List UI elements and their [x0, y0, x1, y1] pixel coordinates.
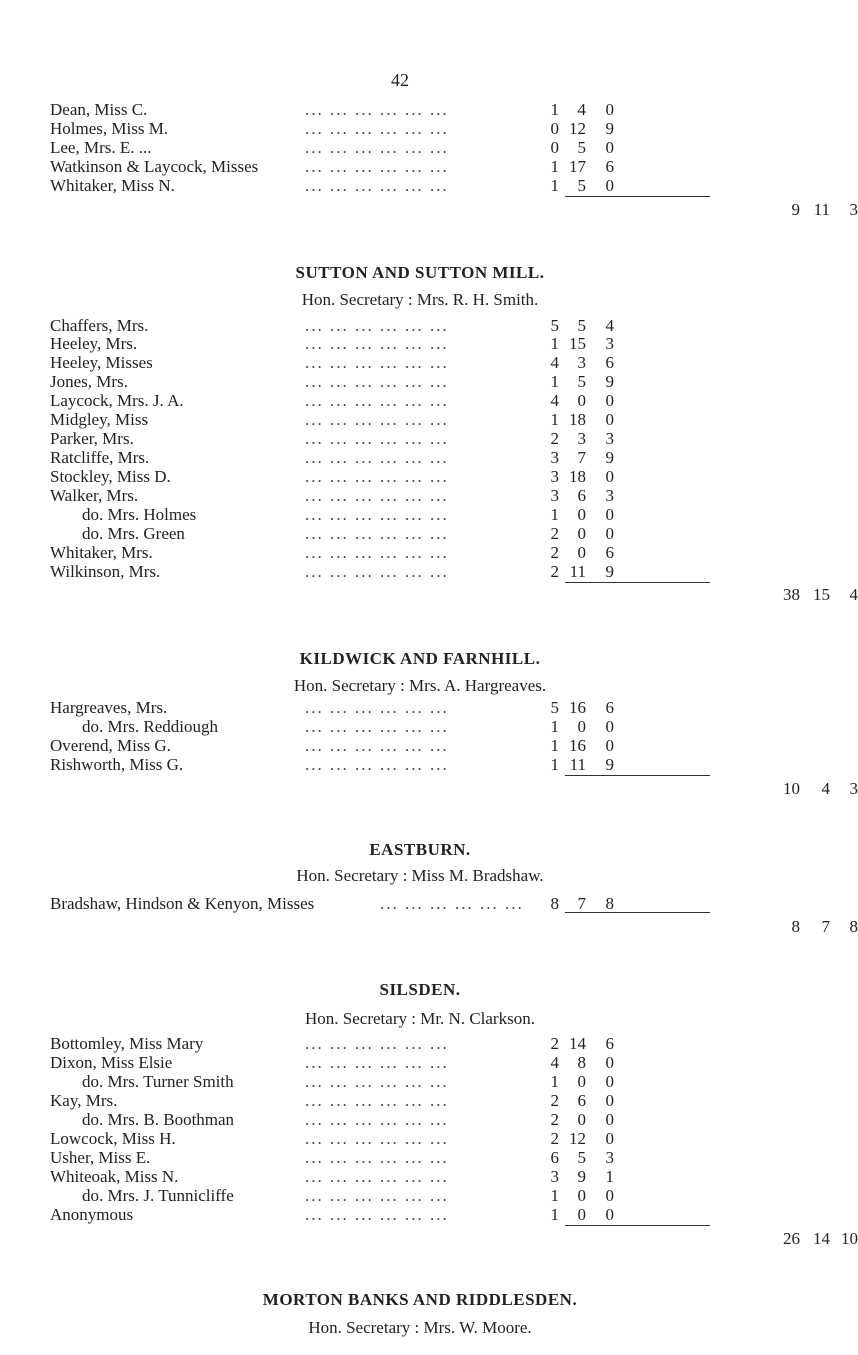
amount-pence: 0 — [605, 524, 614, 543]
amount-pence: 0 — [605, 1053, 614, 1072]
amount-pounds: 0 — [550, 119, 559, 138]
section-total-pence: 8 — [849, 917, 858, 936]
amount-pence: 0 — [605, 1129, 614, 1148]
amount-pence: 6 — [605, 543, 614, 562]
leader-dots: ... ... ... ... ... ... — [305, 717, 449, 736]
section-total-pounds: 26 — [783, 1229, 800, 1248]
subscriber-row — [50, 755, 770, 777]
subscriber-name: Heeley, Mrs. — [50, 334, 138, 353]
leader-dots: ... ... ... ... ... ... — [305, 1072, 449, 1091]
amount-pence: 3 — [605, 486, 614, 505]
amount-shillings: 5 — [577, 372, 586, 391]
section-heading: KILDWICK AND FARNHILL. — [299, 649, 541, 668]
amount-pounds: 2 — [550, 1110, 559, 1129]
total-rule — [565, 582, 710, 583]
amount-pounds: 2 — [550, 524, 559, 543]
amount-shillings: 0 — [577, 1186, 586, 1205]
subscriber-name: Usher, Miss E. — [50, 1148, 151, 1167]
subscriber-row — [50, 176, 770, 198]
amount-pence: 0 — [605, 736, 614, 755]
amount-shillings: 17 — [569, 157, 586, 176]
amount-pounds: 4 — [550, 1053, 559, 1072]
amount-shillings: 11 — [569, 562, 586, 581]
leader-dots: ... ... ... ... ... ... — [305, 391, 449, 410]
total-rule — [565, 912, 710, 913]
hon-secretary: Hon. Secretary : Mr. N. Clarkson. — [305, 1009, 535, 1028]
subscriber-name: Rishworth, Miss G. — [50, 755, 184, 774]
leader-dots: ... ... ... ... ... ... — [305, 755, 449, 774]
amount-shillings: 0 — [577, 1110, 586, 1129]
leader-dots: ... ... ... ... ... ... — [305, 505, 449, 524]
amount-shillings: 7 — [577, 894, 586, 913]
leader-dots: ... ... ... ... ... ... — [305, 334, 449, 353]
amount-pence: 9 — [605, 562, 614, 581]
amount-pounds: 3 — [550, 1167, 559, 1186]
leader-dots: ... ... ... ... ... ... — [305, 698, 449, 717]
subscriber-name: Laycock, Mrs. J. A. — [50, 391, 184, 410]
leader-dots: ... ... ... ... ... ... — [305, 736, 449, 755]
amount-shillings: 3 — [577, 353, 586, 372]
subscriber-name: do. Mrs. Turner Smith — [82, 1072, 234, 1091]
page-number: 42 — [391, 70, 409, 90]
section-heading: SUTTON AND SUTTON MILL. — [295, 263, 545, 282]
amount-shillings: 0 — [577, 391, 586, 410]
amount-shillings: 14 — [569, 1034, 586, 1053]
amount-pounds: 1 — [550, 157, 559, 176]
subscriber-name: do. Mrs. Green — [82, 524, 185, 543]
subscriber-name: do. Mrs. J. Tunnicliffe — [82, 1186, 234, 1205]
subscriber-name: Stockley, Miss D. — [50, 467, 171, 486]
amount-pounds: 1 — [550, 505, 559, 524]
section-total-pence: 4 — [849, 585, 858, 604]
amount-shillings: 4 — [577, 100, 586, 119]
leader-dots: ... ... ... ... ... ... — [305, 1110, 449, 1129]
section-total-pounds: 10 — [783, 779, 800, 798]
leader-dots: ... ... ... ... ... ... — [305, 1034, 449, 1053]
total-rule — [565, 775, 710, 776]
subscriber-name: Dean, Miss C. — [50, 100, 148, 119]
amount-shillings: 11 — [569, 755, 586, 774]
leader-dots: ... ... ... ... ... ... — [305, 410, 449, 429]
amount-pence: 9 — [605, 448, 614, 467]
subscriber-name: do. Mrs. Holmes — [82, 505, 197, 524]
leader-dots: ... ... ... ... ... ... — [305, 429, 449, 448]
subscriber-name: Parker, Mrs. — [50, 429, 134, 448]
amount-pounds: 2 — [550, 1091, 559, 1110]
amount-pence: 9 — [605, 755, 614, 774]
amount-pence: 0 — [605, 717, 614, 736]
amount-pounds: 1 — [550, 1072, 559, 1091]
amount-pence: 0 — [605, 391, 614, 410]
amount-pounds: 2 — [550, 1034, 559, 1053]
amount-shillings: 6 — [577, 486, 586, 505]
amount-shillings: 5 — [577, 176, 586, 195]
leader-dots: ... ... ... ... ... ... — [305, 1129, 449, 1148]
section-total-pence: 10 — [841, 1229, 858, 1248]
amount-shillings: 0 — [577, 505, 586, 524]
leader-dots: ... ... ... ... ... ... — [305, 467, 449, 486]
amount-pence: 6 — [605, 157, 614, 176]
amount-pence: 3 — [605, 429, 614, 448]
leader-dots: ... ... ... ... ... ... — [305, 176, 449, 195]
amount-shillings: 5 — [577, 1148, 586, 1167]
subscriber-name: Bottomley, Miss Mary — [50, 1034, 204, 1053]
leader-dots: ... ... ... ... ... ... — [305, 1053, 449, 1072]
amount-pence: 0 — [605, 467, 614, 486]
section-total-pounds: 9 — [791, 200, 800, 219]
amount-pence: 0 — [605, 1072, 614, 1091]
amount-pence: 9 — [605, 372, 614, 391]
amount-pounds: 2 — [550, 543, 559, 562]
leader-dots: ... ... ... ... ... ... — [305, 524, 449, 543]
hon-secretary: Hon. Secretary : Mrs. R. H. Smith. — [301, 290, 539, 309]
subscriber-row — [50, 562, 770, 584]
leader-dots: ... ... ... ... ... ... — [305, 1186, 449, 1205]
section-total-shillings: 11 — [813, 200, 830, 219]
amount-pence: 1 — [605, 1167, 614, 1186]
amount-shillings: 12 — [569, 119, 586, 138]
leader-dots: ... ... ... ... ... ... — [305, 138, 449, 157]
subscriber-name: Lowcock, Miss H. — [50, 1129, 176, 1148]
amount-shillings: 5 — [577, 138, 586, 157]
amount-shillings: 12 — [569, 1129, 586, 1148]
amount-pence: 3 — [605, 334, 614, 353]
amount-pence: 0 — [605, 410, 614, 429]
hon-secretary: Hon. Secretary : Mrs. W. Moore. — [308, 1318, 532, 1337]
section-total-pence: 3 — [849, 779, 858, 798]
amount-pounds: 2 — [550, 1129, 559, 1148]
amount-shillings: 3 — [577, 429, 586, 448]
amount-pounds: 1 — [550, 372, 559, 391]
section-heading: SILSDEN. — [379, 980, 461, 999]
amount-pounds: 5 — [550, 316, 559, 335]
subscriber-name: do. Mrs. B. Boothman — [82, 1110, 235, 1129]
amount-pounds: 1 — [550, 100, 559, 119]
amount-pence: 0 — [605, 1091, 614, 1110]
amount-pence: 0 — [605, 1205, 614, 1224]
amount-pence: 6 — [605, 1034, 614, 1053]
subscriber-name: Dixon, Miss Elsie — [50, 1053, 173, 1072]
subscriber-name: Ratcliffe, Mrs. — [50, 448, 150, 467]
section-heading: EASTBURN. — [369, 840, 471, 859]
section-total-pounds: 8 — [791, 917, 800, 936]
amount-pounds: 4 — [550, 353, 559, 372]
total-rule — [565, 1225, 710, 1226]
subscriber-name: Chaffers, Mrs. — [50, 316, 149, 335]
amount-shillings: 0 — [577, 524, 586, 543]
total-rule — [565, 196, 710, 197]
amount-pence: 9 — [605, 119, 614, 138]
subscriber-name: Holmes, Miss M. — [50, 119, 169, 138]
amount-shillings: 0 — [577, 1072, 586, 1091]
amount-pounds: 2 — [550, 562, 559, 581]
leader-dots: ... ... ... ... ... ... — [305, 543, 449, 562]
subscriber-name: Watkinson & Laycock, Misses — [50, 157, 259, 176]
leader-dots: ... ... ... ... ... ... — [305, 316, 449, 335]
amount-pence: 6 — [605, 353, 614, 372]
amount-pounds: 0 — [550, 138, 559, 157]
subscriber-name: Wilkinson, Mrs. — [50, 562, 161, 581]
amount-pounds: 1 — [550, 1205, 559, 1224]
amount-pounds: 4 — [550, 391, 559, 410]
leader-dots: ... ... ... ... ... ... — [305, 157, 449, 176]
subscriber-row — [50, 1205, 770, 1227]
amount-pence: 0 — [605, 1186, 614, 1205]
amount-pence: 0 — [605, 138, 614, 157]
section-total-shillings: 7 — [821, 917, 830, 936]
amount-pence: 0 — [605, 1110, 614, 1129]
subscriber-name: Hargreaves, Mrs. — [50, 698, 168, 717]
amount-pounds: 1 — [550, 410, 559, 429]
amount-pounds: 5 — [550, 698, 559, 717]
amount-pounds: 2 — [550, 429, 559, 448]
amount-pounds: 1 — [550, 736, 559, 755]
section-total-shillings: 4 — [821, 779, 830, 798]
amount-shillings: 16 — [569, 736, 586, 755]
amount-pence: 6 — [605, 698, 614, 717]
amount-shillings: 5 — [577, 316, 586, 335]
amount-pence: 4 — [605, 316, 614, 335]
amount-shillings: 0 — [577, 1205, 586, 1224]
amount-pounds: 1 — [550, 1186, 559, 1205]
leader-dots: ... ... ... ... ... ... — [305, 100, 449, 119]
amount-shillings: 15 — [569, 334, 586, 353]
leader-dots: ... ... ... ... ... ... — [305, 486, 449, 505]
amount-pounds: 3 — [550, 448, 559, 467]
amount-shillings: 0 — [577, 543, 586, 562]
subscriber-name: Lee, Mrs. E. ... — [50, 138, 152, 157]
leader-dots: ... ... ... ... ... ... — [305, 1148, 449, 1167]
subscriber-name: Whitaker, Mrs. — [50, 543, 153, 562]
section-total-shillings: 14 — [813, 1229, 830, 1248]
amount-pounds: 8 — [550, 894, 559, 913]
section-total-shillings: 15 — [813, 585, 830, 604]
subscriber-name: Whitaker, Miss N. — [50, 176, 175, 195]
amount-shillings: 6 — [577, 1091, 586, 1110]
amount-shillings: 8 — [577, 1053, 586, 1072]
amount-pounds: 1 — [550, 755, 559, 774]
leader-dots: ... ... ... ... ... ... — [305, 1167, 449, 1186]
subscriber-name: Walker, Mrs. — [50, 486, 139, 505]
section-heading: MORTON BANKS AND RIDDLESDEN. — [262, 1290, 578, 1309]
subscriber-name: Whiteoak, Miss N. — [50, 1167, 179, 1186]
subscriber-name: Jones, Mrs. — [50, 372, 128, 391]
leader-dots: ... ... ... ... ... ... — [305, 1205, 449, 1224]
amount-pence: 3 — [605, 1148, 614, 1167]
amount-pence: 0 — [605, 505, 614, 524]
leader-dots: ... ... ... ... ... ... — [305, 448, 449, 467]
leader-dots: ... ... ... ... ... ... — [380, 894, 524, 913]
amount-shillings: 0 — [577, 717, 586, 736]
subscriber-name: Kay, Mrs. — [50, 1091, 118, 1110]
amount-pounds: 3 — [550, 486, 559, 505]
leader-dots: ... ... ... ... ... ... — [305, 353, 449, 372]
amount-pounds: 6 — [550, 1148, 559, 1167]
amount-shillings: 7 — [577, 448, 586, 467]
subscriber-name: do. Mrs. Reddiough — [82, 717, 218, 736]
subscriber-name: Overend, Miss G. — [50, 736, 171, 755]
amount-pounds: 1 — [550, 717, 559, 736]
subscriber-name: Heeley, Misses — [50, 353, 153, 372]
amount-pence: 0 — [605, 176, 614, 195]
amount-pence: 8 — [605, 894, 614, 913]
hon-secretary: Hon. Secretary : Mrs. A. Hargreaves. — [293, 676, 547, 695]
amount-shillings: 9 — [577, 1167, 586, 1186]
amount-pounds: 1 — [550, 176, 559, 195]
subscriber-name: Anonymous — [50, 1205, 134, 1224]
amount-pounds: 3 — [550, 467, 559, 486]
amount-pence: 0 — [605, 100, 614, 119]
amount-shillings: 18 — [569, 467, 586, 486]
amount-shillings: 18 — [569, 410, 586, 429]
leader-dots: ... ... ... ... ... ... — [305, 562, 449, 581]
leader-dots: ... ... ... ... ... ... — [305, 119, 449, 138]
section-total-pence: 3 — [849, 200, 858, 219]
leader-dots: ... ... ... ... ... ... — [305, 1091, 449, 1110]
amount-pounds: 1 — [550, 334, 559, 353]
subscriber-name: Bradshaw, Hindson & Kenyon, Misses — [50, 894, 315, 913]
amount-shillings: 16 — [569, 698, 586, 717]
hon-secretary: Hon. Secretary : Miss M. Bradshaw. — [296, 866, 544, 885]
section-total-pounds: 38 — [783, 585, 800, 604]
leader-dots: ... ... ... ... ... ... — [305, 372, 449, 391]
subscriber-name: Midgley, Miss — [50, 410, 149, 429]
